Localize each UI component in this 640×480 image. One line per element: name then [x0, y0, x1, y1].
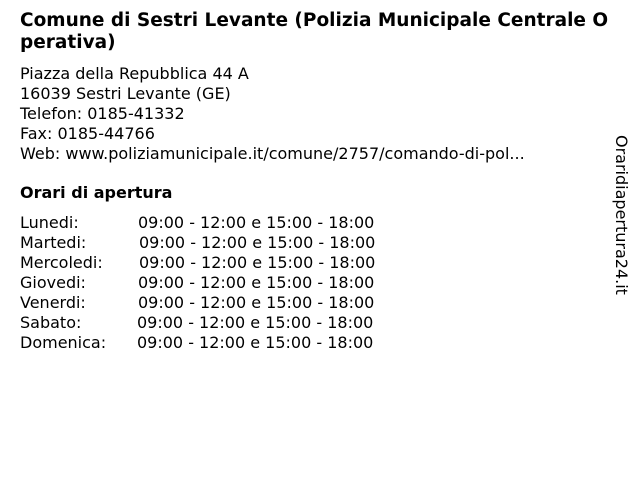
time-range: 09:00 - 12:00 e 15:00 - 18:00 — [137, 333, 374, 352]
phone-number: Telefon: 0185-41332 — [20, 104, 185, 123]
brand-watermark — [604, 135, 638, 315]
website-link[interactable]: Web: www.poliziamunicipale.it/comune/2757/comando-di-pol... — [20, 144, 525, 163]
page-title: Comune di Sestri Levante (Polizia Municipale Centrale Operativa) — [20, 10, 609, 53]
hours-heading: Orari di apertura — [20, 183, 173, 202]
city-address: 16039 Sestri Levante (GE) — [20, 84, 231, 103]
time-range: 09:00 - 12:00 e 15:00 - 18:00 — [138, 273, 375, 292]
day-label: Domenica: — [20, 333, 107, 352]
day-label: Martedi: — [20, 233, 87, 252]
day-label: Venerdi: — [20, 293, 86, 312]
street-address: Piazza della Repubblica 44 A — [20, 64, 249, 83]
time-range: 09:00 - 12:00 e 15:00 - 18:00 — [139, 233, 376, 252]
day-label: Sabato: — [20, 313, 82, 332]
day-label: Giovedi: — [20, 273, 86, 292]
address-block — [20, 64, 525, 164]
day-label: Mercoledi: — [20, 253, 103, 272]
brand-text: Oraridiapertura24.it — [612, 135, 631, 295]
time-range: 09:00 - 12:00 e 15:00 - 18:00 — [138, 213, 375, 232]
time-range: 09:00 - 12:00 e 15:00 - 18:00 — [139, 253, 376, 272]
time-range: 09:00 - 12:00 e 15:00 - 18:00 — [137, 313, 374, 332]
fax-number: Fax: 0185-44766 — [20, 124, 155, 143]
time-range: 09:00 - 12:00 e 15:00 - 18:00 — [138, 293, 375, 312]
day-label: Lunedi: — [20, 213, 79, 232]
